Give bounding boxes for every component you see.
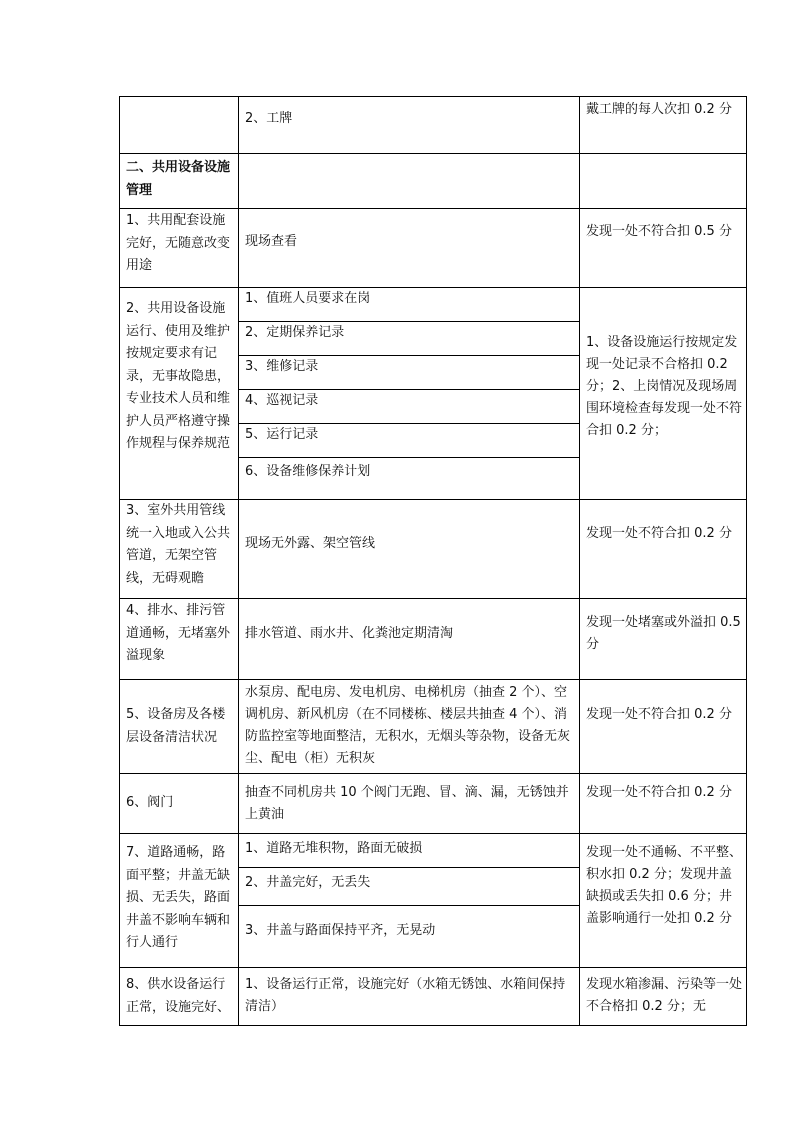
cell-row8-method-1: 1、道路无堆积物，路面无破损 bbox=[245, 841, 423, 856]
cell-row6-deduction: 发现一处不符合扣 0.2 分 bbox=[586, 707, 732, 722]
cell-row6-method: 水泵房、配电房、发电机房、电梯机房（抽查 2 个）、空调机房、新风机房（在不同楼栋、楼层共抽查 4 个）、消防监控室等地面整洁，无积水，无烟头等杂物，设备无灰尘、配电（柜）无积灰 bbox=[245, 685, 571, 766]
cell-row2-item: 1、共用配套设施完好，无随意改变用途 bbox=[126, 213, 231, 273]
cell-row5-deduction: 发现一处堵塞或外溢扣 0.5 分 bbox=[586, 615, 741, 652]
cell-row3-method-5: 5、运行记录 bbox=[245, 427, 319, 442]
cell-row5-method: 排水管道、雨水井、化粪池定期清淘 bbox=[245, 626, 454, 641]
cell-row4-item: 3、室外共用管线统一入地或入公共管道，无架空管线，无碍观瞻 bbox=[126, 503, 231, 586]
cell-row9-deduction: 发现水箱渗漏、污染等一处不合格扣 0.2 分；无 bbox=[586, 977, 743, 1014]
cell-row3-item: 2、共用设备设施运行、使用及维护按规定要求有记录，无事故隐患，专业技术人员和维护人员严格遵守操作规程与保养规范 bbox=[126, 301, 231, 451]
cell-row7-item: 6、阀门 bbox=[126, 795, 174, 810]
cell-row8-method-2: 2、井盖完好，无丢失 bbox=[245, 875, 371, 890]
cell-row8-deduction: 发现一处不通畅、不平整、积水扣 0.2 分；发现井盖缺损或丢失扣 0.6 分；井盖影响通行一处扣 0.2 分 bbox=[586, 845, 743, 926]
cell-row2-method: 现场查看 bbox=[245, 234, 298, 249]
cell-row3-method-4: 4、巡视记录 bbox=[245, 393, 319, 408]
cell-row7-method: 抽查不同机房共 10 个阀门无跑、冒、滴、漏，无锈蚀并上黄油 bbox=[245, 785, 569, 822]
cell-row0-method: 2、工牌 bbox=[245, 111, 293, 126]
cell-row0-deduction: 戴工牌的每人次扣 0.2 分 bbox=[586, 102, 732, 117]
cell-row9-method: 1、设备运行正常，设施完好（水箱无锈蚀、水箱间保持清洁） bbox=[245, 977, 566, 1014]
cell-row4-method: 现场无外露、架空管线 bbox=[245, 536, 376, 551]
cell-row3-method-2: 2、定期保养记录 bbox=[245, 325, 345, 340]
cell-row6-item: 5、设备房及各楼层设备清洁状况 bbox=[126, 707, 226, 745]
cell-row3-method-1: 1、值班人员要求在岗 bbox=[245, 291, 371, 306]
section-heading: 二、共用设备设施管理 bbox=[126, 160, 231, 198]
cell-row3-deduction: 1、设备设施运行按规定发现一处记录不合格扣 0.2 分；2、上岗情况及现场周围环境检查每发现一处不符合扣 0.2 分； bbox=[586, 335, 743, 438]
cell-row4-deduction: 发现一处不符合扣 0.2 分 bbox=[586, 526, 732, 541]
cell-row8-method-3: 3、井盖与路面保持平齐，无晃动 bbox=[245, 923, 436, 938]
cell-row2-deduction: 发现一处不符合扣 0.5 分 bbox=[586, 224, 732, 239]
cell-row7-deduction: 发现一处不符合扣 0.2 分 bbox=[586, 785, 732, 800]
cell-row3-method-6: 6、设备维修保养计划 bbox=[245, 464, 371, 479]
cell-row8-item: 7、道路通畅，路面平整；井盖无缺损、无丢失，路面井盖不影响车辆和行人通行 bbox=[126, 845, 231, 950]
cell-row5-item: 4、排水、排污管道通畅，无堵塞外溢现象 bbox=[126, 603, 231, 663]
cell-row9-item: 8、供水设备运行正常，设施完好、 bbox=[126, 977, 231, 1015]
cell-row3-method-3: 3、维修记录 bbox=[245, 359, 319, 374]
